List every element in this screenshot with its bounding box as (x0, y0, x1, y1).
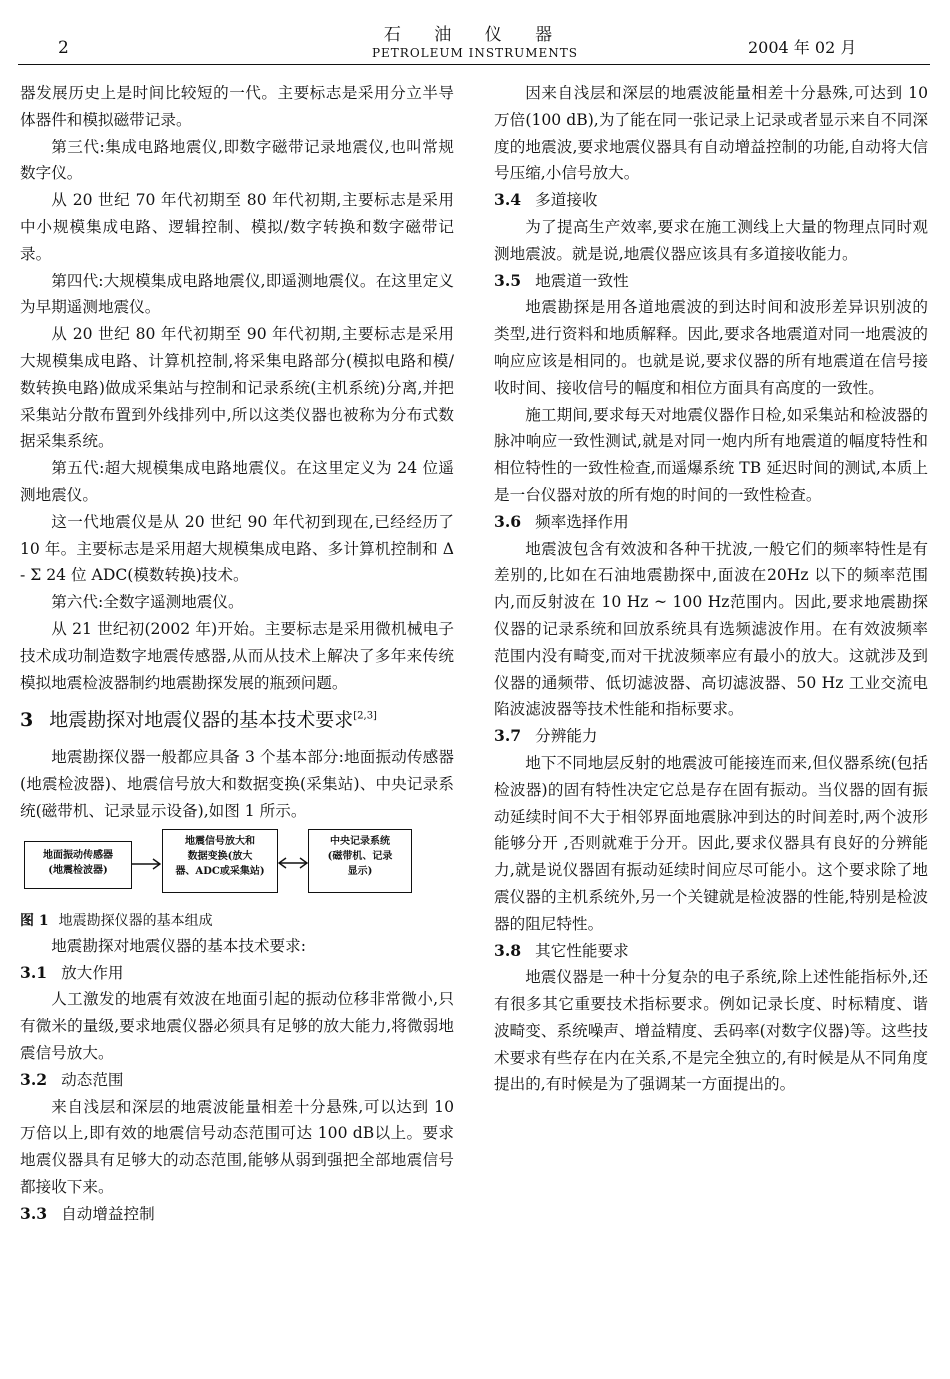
paragraph: 地下不同地层反射的地震波可能接连而来,但仪器系统(包括检波器)的固有特性决定它总是存在固有振动。当仪器的固有振动延续时间不大于相邻界面地震脉冲到达的时间差时,两个波形能够分开 ,否则就难于分开。因此,要求仪器具有良好的分辨能力,就是说仪器固有振动延续时间应尽可能小。这个要求除了地震仪器的主机系统外,另一个关键就是检波器的性能,特别是检波器的阻尼特性。 (494, 753, 928, 933)
box-label: 地震信号放大和 (185, 835, 255, 847)
amplifier-box (162, 829, 278, 893)
journal-title-cn: 石 油 仪 器 (383, 25, 567, 45)
subsection-number: 3.7 (494, 726, 522, 746)
subsection-number: 3.6 (494, 511, 522, 531)
paragraph: 施工期间,要求每天对地震仪器作日检,如采集站和检波器的脉冲响应一致性测试,就是对同一炮内所有地震道的幅度特性和相位特性的一致性检查,而遥爆系统 TB 延迟时间的测试,本质上是一台仪器对放的所有炮的时间的一致性检查。 (494, 405, 928, 504)
subsection-heading (20, 1067, 454, 1094)
page-number: 2 (58, 38, 69, 58)
reference-marker: [2,3] (353, 711, 377, 722)
subsection-number: 3.3 (20, 1203, 48, 1223)
subsection-title: 动态范围 (61, 1070, 124, 1089)
paragraph: 地震勘探仪器一般都应具备 3 个基本部分:地面振动传感器(地震检波器)、地震信号放大和数据变换(采集站)、中央记录系统(磁带机、记录显示设备),如图 1 所示。 (20, 748, 454, 820)
subsection-number: 3.2 (20, 1069, 48, 1089)
figure-1-block-diagram (20, 829, 454, 907)
box-label: 地面振动传感器 (43, 849, 113, 861)
paragraph: 从 21 世纪初(2002 年)开始。主要标志是采用微机械电子技术成功制造数字地震传感器,从而从技术上解决了多年来传统模拟地震检波器制约地震勘探发展的瓶颈问题。 (20, 619, 454, 692)
paragraph: 这一代地震仪是从 20 世纪 90 年代初到现在,已经经历了 10 年。主要标志是采用超大规模集成电路、多计算机控制和 Δ - Σ 24 位 ADC(模数转换)技术。 (20, 512, 454, 585)
right-column (494, 80, 928, 1098)
section-number: 3 (20, 709, 34, 732)
paragraph: 从 20 世纪 70 年代初期至 80 年代初期,主要标志是采用中小规模集成电路、逻辑控制、模拟/数字转换和数字磁带记录。 (20, 191, 454, 263)
paragraph: 第五代:超大规模集成电路地震仪。在这里定义为 24 位遥测地震仪。 (20, 459, 454, 504)
subsection-number: 3.1 (20, 962, 48, 982)
box-label: (磁带机、记录 (327, 850, 393, 862)
subsection-title: 频率选择作用 (535, 512, 629, 531)
subsection-number: 3.4 (494, 190, 522, 210)
paragraph: 第三代:集成电路地震仪,即数字磁带记录地震仪,也叫常规数字仪。 (20, 137, 454, 183)
paragraph: 地震勘探是用各道地震波的到达时间和波形差异识别波的类型,进行资料和地质解释。因此,要求各地震道对同一地震波的响应应该是相同的。也就是说,要求仪器的所有地震道在信号接收时间、接收信号的幅度和相位方面具有高度的一致性。 (494, 298, 928, 397)
paragraph: 人工激发的地震有效波在地面引起的振动位移非常微小,只有微米的量级,要求地震仪器必须具有足够的放大能力,将微弱地震信号放大。 (20, 990, 454, 1062)
subsection-title: 其它性能要求 (535, 941, 629, 960)
issue-date: 2004 年 02 月 (748, 38, 857, 57)
subsection-number: 3.8 (494, 940, 522, 960)
subsection-heading (20, 1201, 454, 1228)
subsection-heading (494, 723, 928, 750)
section-title: 地震勘探对地震仪器的基本技术要求 (49, 709, 354, 732)
subsection-heading (494, 187, 928, 214)
subsection-title: 分辨能力 (535, 727, 598, 746)
box-label: 器、ADC或采集站) (175, 865, 265, 877)
subsection-title: 地震道一致性 (535, 271, 629, 290)
sensor-box (24, 841, 132, 889)
arrow-right-icon (132, 857, 162, 871)
paragraph: 来自浅层和深层的地震波能量相差十分悬殊,可以达到 10 万倍以上,即有效的地震信号动态范围可达 100 dB以上。要求地震仪器具有足够大的动态范围,能够从弱到强把全部地震信号都接收下来。 (20, 1097, 454, 1196)
journal-title-en: PETROLEUM INSTRUMENTS (371, 46, 579, 60)
paragraph: 地震波包含有效波和各种干扰波,一般它们的频率特性是有差别的,比如在石油地震勘探中,面波在20Hz 以下的频率范围内,而反射波在 10 Hz ~ 100 Hz范围内。因此,要求地震勘探仪器的记录系统和回放系统具有选频滤波作用。在有效波频率范围内没有畸变,而对干扰波频率应有最小的放大。这就涉及到仪器的通频带、低切滤波器、高切滤波器、50 Hz 工业交流电陷波滤波器等技术性能和指标要求。 (494, 539, 928, 719)
subsection-title: 自动增益控制 (61, 1204, 155, 1223)
paragraph: 第四代:大规模集成电路地震仪,即遥测地震仪。在这里定义为早期遥测地震仪。 (20, 271, 454, 317)
subsection-heading (494, 938, 928, 965)
subsection-heading (494, 268, 928, 295)
left-column (20, 80, 454, 1227)
arrow-double-icon (278, 855, 308, 871)
paragraph: 地震仪器是一种十分复杂的电子系统,除上述性能指标外,还有很多其它重要技术指标要求。例如记录长度、时标精度、谐波畸变、系统噪声、增益精度、丢码率(对数字仪器)等。这些技术要求有些存在内在关系,不是完全独立的,有时候是从不同角度提出的,有时候是为了强调某一方面提出的。 (494, 968, 928, 1094)
figure-caption (20, 909, 454, 933)
paragraph: 地震勘探对地震仪器的基本技术要求: (51, 936, 306, 955)
page-header (0, 0, 950, 66)
box-label: (地震检波器) (48, 864, 108, 876)
subsection-heading (20, 960, 454, 987)
paragraph: 因来自浅层和深层的地震波能量相差十分悬殊,可达到 10 万倍(100 dB),为了能在同一张记录上记录或者显示来自不同深度的地震波,要求地震仪器具有自动增益控制的功能,自动将大信号压缩,小信号放大。 (494, 84, 928, 183)
subsection-heading (494, 509, 928, 536)
subsection-title: 放大作用 (61, 963, 124, 982)
paragraph: 从 20 世纪 80 年代初期至 90 年代初期,主要标志是采用大规模集成电路、计算机控制,将采集电路部分(模拟电路和模/数转换电路)做成采集站与控制和记录系统(主机系统)分离,并把采集站分散布置到外线排列中,所以这类仪器也被称为分布式数据采集系统。 (20, 325, 454, 451)
subsection-title: 多道接收 (535, 191, 598, 210)
paragraph: 为了提高生产效率,要求在施工测线上大量的物理点同时观测地震波。就是说,地震仪器应该具有多道接收能力。 (494, 217, 928, 263)
figure-caption-text: 地震勘探仪器的基本组成 (58, 912, 213, 929)
figure-label: 图 1 (20, 912, 49, 929)
paragraph: 器发展历史上是时间比较短的一代。主要标志是采用分立半导体器件和模拟磁带记录。 (20, 84, 454, 129)
recording-system-box (308, 829, 412, 893)
box-label: 显示) (347, 865, 373, 877)
header-rule (18, 64, 930, 65)
paragraph: 第六代:全数字遥测地震仪。 (51, 593, 244, 612)
box-label: 中央记录系统 (330, 835, 390, 847)
section-heading (20, 704, 454, 736)
box-label: 数据变换(放大 (187, 850, 253, 862)
subsection-number: 3.5 (494, 270, 522, 290)
